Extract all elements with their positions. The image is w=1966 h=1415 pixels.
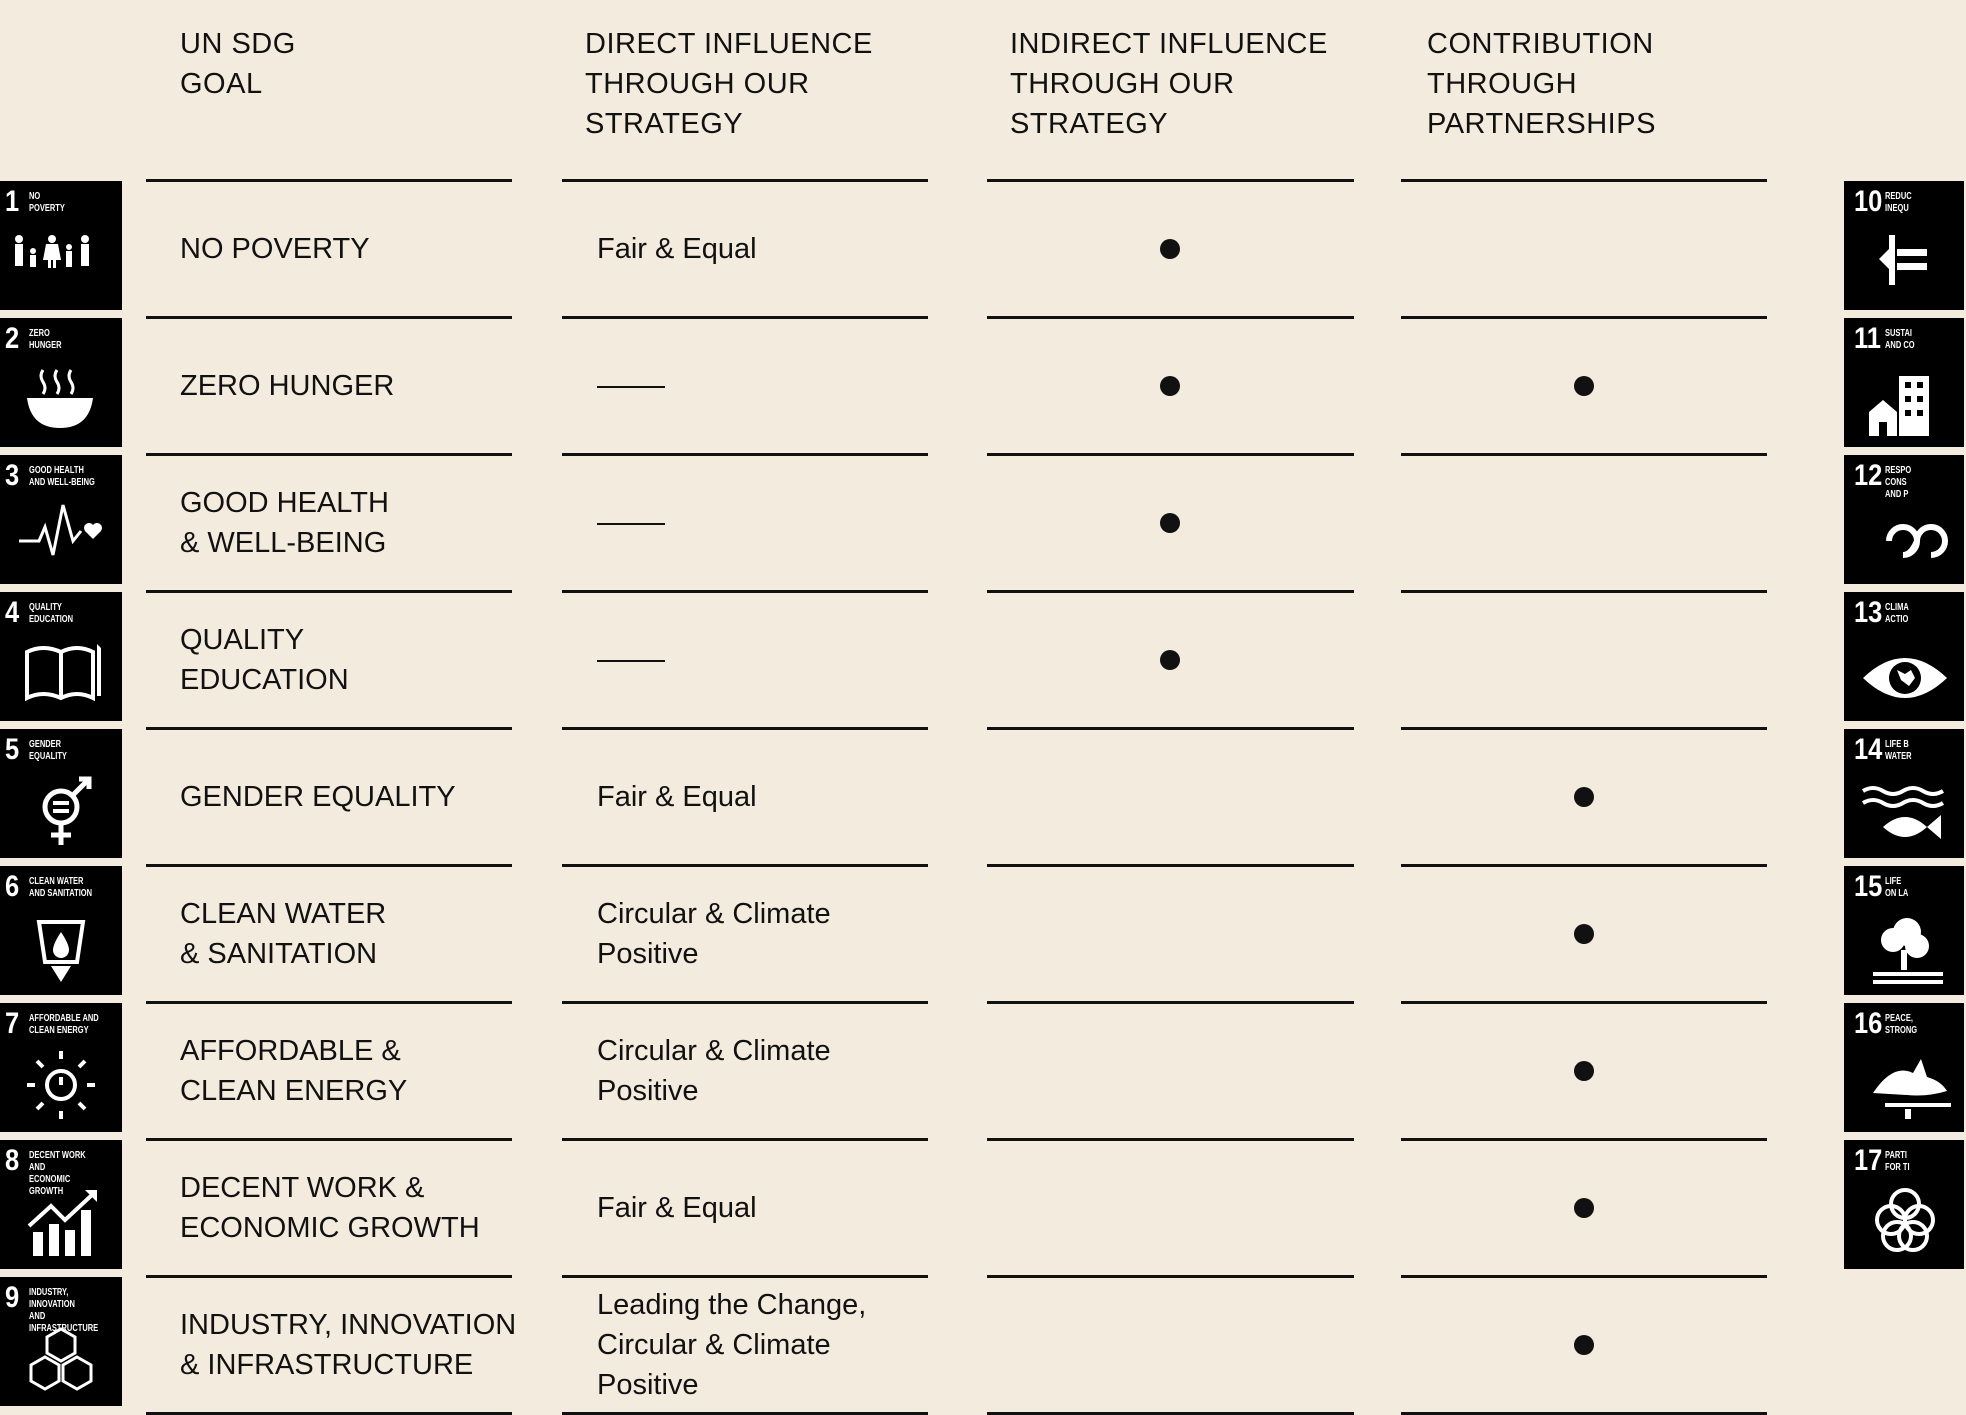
- sdg-tile-17: [1844, 1140, 1964, 1269]
- row-divider: [987, 316, 1354, 319]
- sdg-tile-7: [0, 1003, 122, 1132]
- partnership-dot: [1574, 1198, 1594, 1218]
- partnership-dot: [1574, 924, 1594, 944]
- sdg-tile-14: [1844, 729, 1964, 858]
- sdg-tile-12: [1844, 455, 1964, 584]
- direct-influence: Fair & Equal: [597, 232, 757, 265]
- row-divider: [1401, 727, 1767, 730]
- direct-influence: Fair & Equal: [597, 780, 757, 813]
- sdg-tile-number: 12: [1854, 459, 1883, 492]
- sdg-tile-3: [0, 455, 122, 584]
- sdg-tile-label: SUSTAI AND CO: [1885, 328, 1915, 351]
- sdg-tile-label: LIFE ON LA: [1885, 876, 1909, 899]
- sdg-tile-label: QUALITY EDUCATION: [29, 602, 74, 625]
- direct-influence: Circular & Climate Positive: [597, 897, 831, 970]
- sdg-tile-number: 8: [5, 1144, 20, 1177]
- sdg-tile-label: CLEAN WATER AND SANITATION: [29, 876, 93, 899]
- sdg-tile-number: 13: [1854, 596, 1883, 629]
- goal-name: GOOD HEALTH & WELL-BEING: [180, 486, 389, 559]
- direct-influence: Fair & Equal: [597, 1191, 757, 1224]
- row-divider: [987, 1275, 1354, 1278]
- sdg-tile-label: PARTI FOR TI: [1885, 1150, 1910, 1173]
- row-divider: [987, 1138, 1354, 1141]
- sdg-tile-label: INDUSTRY, INNOVATION AND INFRASTRUCTURE: [29, 1287, 99, 1334]
- row-divider: [1401, 179, 1767, 182]
- sdg-tile-number: 17: [1854, 1144, 1883, 1177]
- partnership-dot: [1574, 787, 1594, 807]
- sdg-tile-label: DECENT WORK AND ECONOMIC GROWTH: [29, 1150, 86, 1197]
- sdg-tile-number: 2: [5, 322, 20, 355]
- sdg-tile-1: [0, 181, 122, 310]
- row-divider: [1401, 1275, 1767, 1278]
- row-divider: [987, 1001, 1354, 1004]
- goal-name: GENDER EQUALITY: [180, 780, 456, 813]
- row-divider: [1401, 864, 1767, 867]
- sdg-tile-label: LIFE B WATER: [1885, 739, 1912, 762]
- goal-name: CLEAN WATER & SANITATION: [180, 897, 387, 970]
- sdg-tile-number: 10: [1854, 185, 1883, 218]
- direct-influence: Leading the Change, Circular & Climate Positive: [597, 1288, 867, 1401]
- goal-name: INDUSTRY, INNOVATION & INFRASTRUCTURE: [180, 1308, 517, 1381]
- sdg-tile-label: PEACE, STRONG: [1885, 1013, 1918, 1036]
- sdg-tile-15: [1844, 866, 1964, 995]
- sdg-tile-9: [0, 1277, 122, 1406]
- sdg-tile-number: 4: [5, 596, 20, 629]
- sdg-tile-number: 9: [5, 1281, 20, 1314]
- sdg-tile-label: GENDER EQUALITY: [29, 739, 67, 762]
- sdg-tile-4: [0, 592, 122, 721]
- row-divider: [987, 864, 1354, 867]
- row-divider: [987, 590, 1354, 593]
- sdg-tile-8: [0, 1140, 122, 1269]
- row-divider: [1401, 316, 1767, 319]
- row-divider: [562, 590, 928, 593]
- goal-name: QUALITY EDUCATION: [180, 623, 349, 696]
- sdg-tile-label: AFFORDABLE AND CLEAN ENERGY: [29, 1013, 99, 1036]
- header-goal: UN SDG GOAL: [180, 28, 296, 100]
- sdg-tile-2: [0, 318, 122, 447]
- row-divider: [1401, 1138, 1767, 1141]
- row-divider: [1401, 590, 1767, 593]
- goal-name: NO POVERTY: [180, 232, 370, 265]
- no-direct-influence-dash: [597, 386, 665, 388]
- no-direct-influence-dash: [597, 660, 665, 662]
- goal-name: DECENT WORK & ECONOMIC GROWTH: [180, 1171, 480, 1244]
- partnership-dot: [1574, 1061, 1594, 1081]
- indirect-influence-dot: [1160, 513, 1180, 533]
- indirect-influence-dot: [1160, 650, 1180, 670]
- direct-influence: Circular & Climate Positive: [597, 1034, 831, 1107]
- goal-name: ZERO HUNGER: [180, 369, 395, 402]
- sdg-tile-6: [0, 866, 122, 995]
- indirect-influence-dot: [1160, 376, 1180, 396]
- header-direct-influence: DIRECT INFLUENCE THROUGH OUR STRATEGY: [585, 28, 873, 140]
- sdg-tile-16: [1844, 1003, 1964, 1132]
- indirect-influence-dot: [1160, 239, 1180, 259]
- sdg-tile-number: 16: [1854, 1007, 1883, 1040]
- header-partnerships: CONTRIBUTION THROUGH PARTNERSHIPS: [1427, 28, 1656, 140]
- sdg-tile-10: [1844, 181, 1964, 310]
- sdg-tile-label: ZERO HUNGER: [29, 328, 62, 351]
- sdg-tile-number: 14: [1854, 733, 1883, 766]
- sdg-tile-number: 5: [5, 733, 20, 766]
- row-divider: [1401, 1001, 1767, 1004]
- sdg-tile-label: GOOD HEALTH AND WELL-BEING: [29, 465, 95, 488]
- sdg-tile-number: 15: [1854, 870, 1883, 903]
- sdg-tile-number: 11: [1854, 322, 1881, 355]
- sdg-tile-number: 6: [5, 870, 20, 903]
- row-divider: [1401, 453, 1767, 456]
- sdg-tile-label: CLIMA ACTIO: [1885, 602, 1909, 625]
- goal-name: AFFORDABLE & CLEAN ENERGY: [180, 1034, 408, 1107]
- sdg-tile-5: [0, 729, 122, 858]
- sdg-tile-number: 1: [5, 185, 20, 218]
- row-divider: [562, 453, 928, 456]
- partnership-dot: [1574, 1335, 1594, 1355]
- header-indirect-influence: INDIRECT INFLUENCE THROUGH OUR STRATEGY: [1010, 28, 1328, 140]
- sdg-tile-number: 7: [5, 1007, 20, 1040]
- sdg-tile-number: 3: [5, 459, 20, 492]
- sdg-tile-13: [1844, 592, 1964, 721]
- partnership-dot: [1574, 376, 1594, 396]
- sdg-tile-label: REDUC INEQU: [1885, 191, 1912, 214]
- row-divider: [987, 179, 1354, 182]
- row-divider: [987, 727, 1354, 730]
- sdg-tile-label: NO POVERTY: [29, 191, 65, 214]
- sdg-tile-11: [1844, 318, 1964, 447]
- row-divider: [987, 453, 1354, 456]
- sdg-tile-label: RESPO CONS AND P: [1885, 465, 1912, 500]
- no-direct-influence-dash: [597, 523, 665, 525]
